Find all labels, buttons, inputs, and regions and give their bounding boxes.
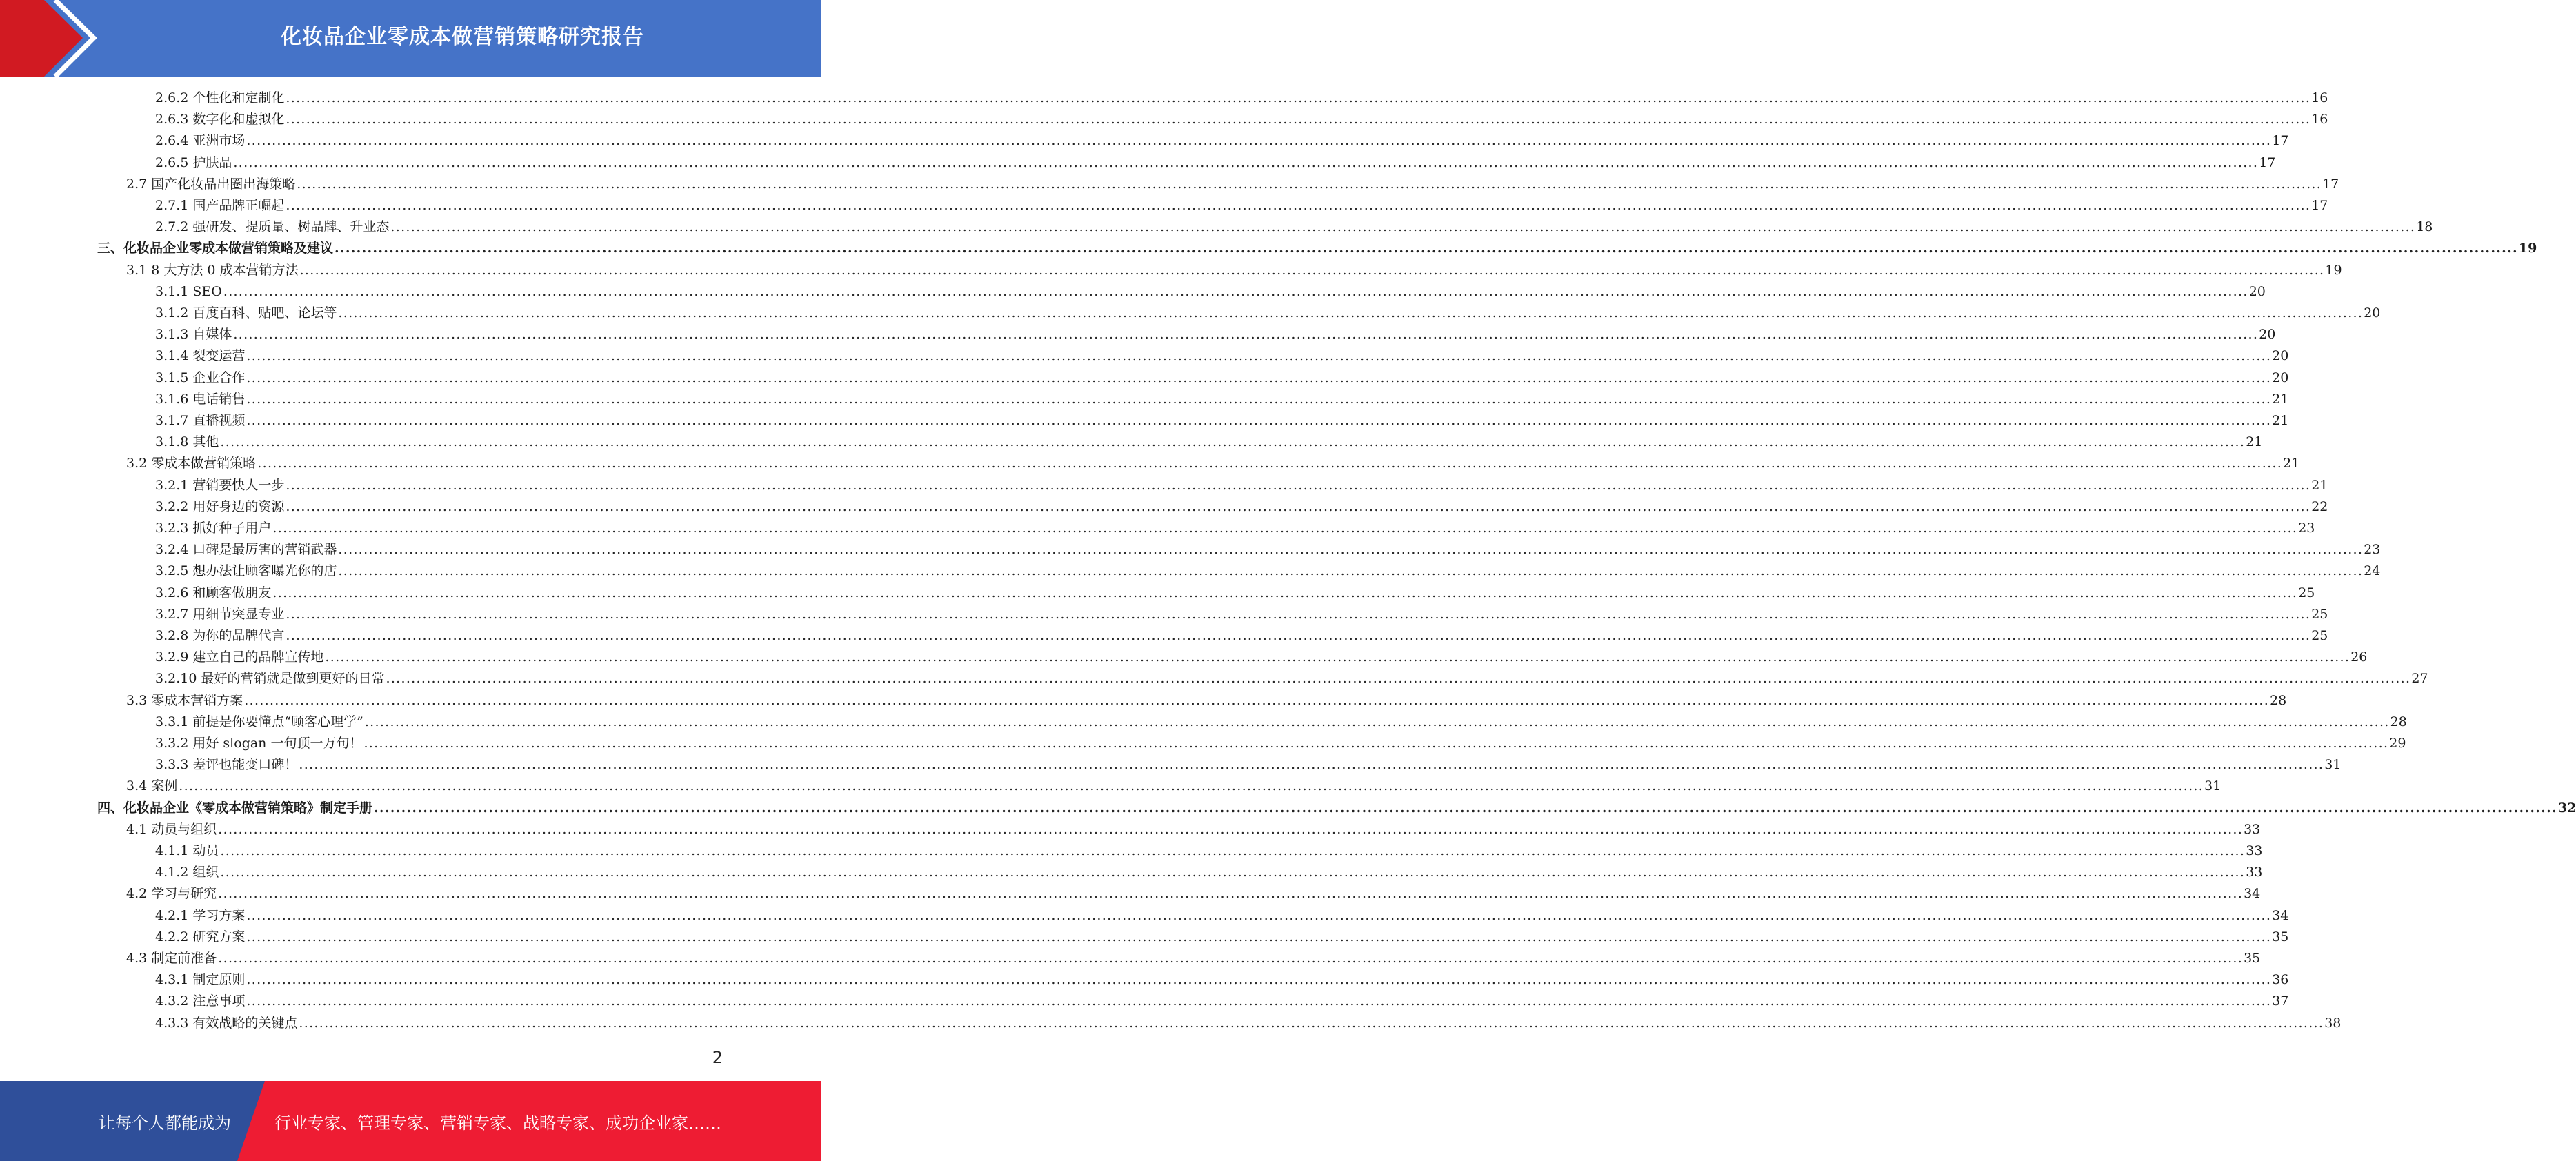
toc-entry[interactable]: [155, 518, 2315, 539]
toc-dot-leader: ................................................................................................................................................................................................................................................................................................................................................................................................................: [246, 348, 2272, 364]
toc-entry-title: 3.2 零成本做营销策略: [126, 456, 257, 472]
toc-dot-leader: ................................................................................................................................................................................................................................................................................................................................................................................................................: [220, 865, 2246, 880]
toc-dot-leader: ................................................................................................................................................................................................................................................................................................................................................................................................................: [179, 778, 2204, 794]
toc-entry-page: 18: [2416, 219, 2433, 235]
toc-dot-leader: ................................................................................................................................................................................................................................................................................................................................................................................................................: [257, 456, 2283, 472]
toc-entry-page: 22: [2311, 498, 2328, 514]
toc-entry-page: 26: [2350, 649, 2368, 665]
toc-entry-title: 3.3.1 前提是你要懂点“顾客心理学”: [155, 714, 363, 729]
toc-entry[interactable]: [155, 840, 2263, 862]
toc-entry-page: 21: [2272, 413, 2289, 428]
toc-entry[interactable]: [97, 238, 2537, 259]
toc-entry[interactable]: [155, 668, 2428, 689]
toc-entry[interactable]: [155, 647, 2368, 668]
toc-entry[interactable]: [155, 281, 2266, 303]
toc-entry-title: 3.2.1 营销要快人一步: [155, 477, 285, 493]
toc-dot-leader: ................................................................................................................................................................................................................................................................................................................................................................................................................: [218, 886, 2244, 902]
toc-entry-page: 17: [2311, 198, 2328, 213]
toc-entry[interactable]: [155, 561, 2381, 582]
toc-entry-page: 19: [2518, 241, 2537, 256]
toc-entry-title: 4.3.2 注意事项: [155, 993, 246, 1009]
toc-dot-leader: ................................................................................................................................................................................................................................................................................................................................................................................................................: [286, 606, 2311, 622]
toc-entry-page: 27: [2411, 671, 2428, 687]
toc-entry-title: 3.1.5 企业合作: [155, 370, 246, 385]
toc-entry[interactable]: [126, 453, 2300, 474]
toc-dot-leader: ................................................................................................................................................................................................................................................................................................................................................................................................................: [286, 477, 2311, 493]
toc-dot-leader: ................................................................................................................................................................................................................................................................................................................................................................................................................: [386, 671, 2411, 687]
toc-entry-title: 3.2.5 想办法让顾客曝光你的店: [155, 563, 337, 579]
toc-entry-title: 3.1.2 百度百科、贴吧、论坛等: [155, 305, 337, 321]
toc-dot-leader: ................................................................................................................................................................................................................................................................................................................................................................................................................: [246, 391, 2272, 407]
toc-entry[interactable]: [155, 109, 2328, 130]
toc-entry-title: 三、化妆品企业零成本做营销策略及建议: [97, 241, 334, 256]
toc-dot-leader: ................................................................................................................................................................................................................................................................................................................................................................................................................: [286, 112, 2311, 128]
toc-entry[interactable]: [155, 583, 2315, 604]
page-number: 2: [712, 1048, 723, 1067]
toc-entry-page: 24: [2364, 563, 2381, 579]
toc-entry[interactable]: [155, 604, 2328, 625]
toc-entry[interactable]: [155, 432, 2263, 453]
toc-entry-title: 2.7 国产化妆品出圈出海策略: [126, 176, 296, 192]
toc-entry-page: 20: [2259, 327, 2276, 343]
toc-entry[interactable]: [155, 130, 2289, 152]
toc-entry[interactable]: [155, 969, 2289, 991]
toc-entry-page: 25: [2311, 628, 2328, 643]
toc-dot-leader: ................................................................................................................................................................................................................................................................................................................................................................................................................: [286, 498, 2311, 514]
toc-dot-leader: ................................................................................................................................................................................................................................................................................................................................................................................................................: [218, 821, 2244, 837]
footer-slogan-right: 行业专家、管理专家、营销专家、战略专家、成功企业家……: [274, 1113, 721, 1133]
toc-entry[interactable]: [155, 367, 2289, 389]
toc-entry-page: 34: [2244, 886, 2261, 902]
toc-entry-page: 21: [2272, 391, 2289, 407]
toc-entry[interactable]: [155, 991, 2289, 1012]
toc-entry[interactable]: [155, 496, 2328, 518]
toc-dot-leader: ................................................................................................................................................................................................................................................................................................................................................................................................................: [272, 585, 2298, 600]
toc-entry-page: 34: [2272, 907, 2289, 923]
toc-dot-leader: ................................................................................................................................................................................................................................................................................................................................................................................................................: [246, 907, 2272, 923]
toc-entry[interactable]: [155, 539, 2381, 561]
toc-entry-title: 4.3 制定前准备: [126, 951, 217, 966]
toc-entry[interactable]: [155, 625, 2328, 647]
toc-dot-leader: ................................................................................................................................................................................................................................................................................................................................................................................................................: [246, 370, 2272, 385]
toc-entry[interactable]: [155, 475, 2328, 496]
toc-entry[interactable]: [155, 905, 2289, 927]
toc-entry-title: 2.7.2 强研发、提质量、树品牌、升业态: [155, 219, 390, 235]
toc-dot-leader: ................................................................................................................................................................................................................................................................................................................................................................................................................: [286, 90, 2311, 105]
page-footer: [0, 1081, 821, 1161]
toc-entry-title: 4.1 动员与组织: [126, 821, 217, 837]
toc-dot-leader: ................................................................................................................................................................................................................................................................................................................................................................................................................: [246, 929, 2272, 945]
page-header: [0, 0, 821, 77]
toc-dot-leader: ................................................................................................................................................................................................................................................................................................................................................................................................................: [325, 649, 2350, 665]
toc-entry-title: 3.2.8 为你的品牌代言: [155, 628, 285, 643]
toc-entry-page: 17: [2272, 133, 2289, 149]
toc-entry-title: 4.3.1 制定原则: [155, 972, 246, 988]
toc-entry-page: 25: [2311, 606, 2328, 622]
toc-entry-page: 20: [2272, 370, 2289, 385]
toc-entry[interactable]: [155, 733, 2406, 754]
toc-entry-title: 3.3.3 差评也能变口碑！: [155, 757, 298, 773]
toc-entry-page: 31: [2324, 757, 2342, 773]
toc-entry-page: 17: [2322, 176, 2339, 192]
toc-entry-title: 2.6.3 数字化和虚拟化: [155, 112, 285, 128]
toc-entry-page: 35: [2272, 929, 2289, 945]
toc-entry-page: 21: [2283, 456, 2300, 472]
toc-entry-title: 4.2.1 学习方案: [155, 907, 246, 923]
report-title: 化妆品企业零成本做营销策略研究报告: [281, 25, 644, 49]
toc-dot-leader: ................................................................................................................................................................................................................................................................................................................................................................................................................: [374, 800, 2557, 816]
toc-entry-page: 33: [2244, 821, 2261, 837]
toc-entry-title: 2.6.5 护肤品: [155, 154, 232, 170]
toc-entry-title: 3.1.3 自媒体: [155, 327, 232, 343]
toc-entry-page: 20: [2364, 305, 2381, 321]
toc-entry-title: 4.2 学习与研究: [126, 886, 217, 902]
toc-dot-leader: ................................................................................................................................................................................................................................................................................................................................................................................................................: [297, 176, 2322, 192]
toc-entry-page: 21: [2311, 477, 2328, 493]
toc-entry-page: 33: [2246, 843, 2263, 858]
toc-dot-leader: ................................................................................................................................................................................................................................................................................................................................................................................................................: [338, 305, 2364, 321]
toc-entry[interactable]: [155, 410, 2289, 432]
toc-entry-page: 19: [2325, 262, 2342, 278]
toc-entry-page: 20: [2248, 283, 2266, 299]
toc-entry-title: 3.2.7 用细节突显专业: [155, 606, 285, 622]
toc-entry-page: 35: [2244, 951, 2261, 966]
toc-entry[interactable]: [155, 88, 2328, 109]
toc-dot-leader: ................................................................................................................................................................................................................................................................................................................................................................................................................: [246, 972, 2272, 988]
toc-entry-title: 3.2.4 口碑是最厉害的营销武器: [155, 542, 337, 558]
toc-entry-page: 25: [2298, 585, 2315, 600]
toc-dot-leader: ................................................................................................................................................................................................................................................................................................................................................................................................................: [246, 413, 2272, 428]
toc-entry-title: 3.2.6 和顾客做朋友: [155, 585, 272, 600]
toc-entry[interactable]: [126, 819, 2261, 840]
toc-entry-page: 16: [2311, 112, 2328, 128]
toc-entry-title: 3.1.7 直播视频: [155, 413, 246, 428]
toc-dot-leader: ................................................................................................................................................................................................................................................................................................................................................................................................................: [338, 542, 2364, 558]
toc-entry[interactable]: [126, 948, 2261, 969]
toc-entry[interactable]: [126, 883, 2261, 905]
toc-entry[interactable]: [155, 303, 2381, 324]
toc-entry[interactable]: [155, 862, 2263, 883]
toc-entry-page: 23: [2298, 521, 2315, 536]
toc-entry-page: 23: [2364, 542, 2381, 558]
toc-entry[interactable]: [155, 216, 2433, 238]
toc-dot-leader: ................................................................................................................................................................................................................................................................................................................................................................................................................: [363, 736, 2389, 751]
toc-entry-title: 3.2.3 抓好种子用户: [155, 521, 272, 536]
toc-entry[interactable]: [155, 711, 2407, 733]
toc-entry-page: 21: [2246, 434, 2263, 450]
toc-dot-leader: ................................................................................................................................................................................................................................................................................................................................................................................................................: [233, 154, 2259, 170]
toc-dot-leader: ................................................................................................................................................................................................................................................................................................................................................................................................................: [299, 262, 2325, 278]
toc-entry-title: 3.1.8 其他: [155, 434, 219, 450]
toc-entry-title: 3.1.6 电话销售: [155, 391, 246, 407]
toc-dot-leader: ................................................................................................................................................................................................................................................................................................................................................................................................................: [220, 843, 2246, 858]
header-red-chevron: [0, 0, 97, 77]
toc-entry[interactable]: [155, 754, 2342, 776]
toc-dot-leader: ................................................................................................................................................................................................................................................................................................................................................................................................................: [233, 327, 2259, 343]
toc-entry-page: 33: [2246, 865, 2263, 880]
toc-dot-leader: ................................................................................................................................................................................................................................................................................................................................................................................................................: [335, 241, 2518, 256]
toc-entry-page: 37: [2272, 993, 2289, 1009]
toc-entry-page: 17: [2259, 154, 2276, 170]
toc-entry[interactable]: [126, 690, 2287, 711]
toc-entry-page: 31: [2204, 778, 2221, 794]
toc-entry-page: 20: [2272, 348, 2289, 364]
toc-entry[interactable]: [126, 174, 2339, 195]
toc-dot-leader: ................................................................................................................................................................................................................................................................................................................................................................................................................: [246, 993, 2272, 1009]
toc-entry-page: 16: [2311, 90, 2328, 105]
toc-entry[interactable]: [126, 776, 2221, 797]
toc-entry[interactable]: [155, 927, 2289, 948]
toc-entry[interactable]: [155, 152, 2276, 174]
toc-entry-title: 四、化妆品企业《零成本做营销策略》制定手册: [97, 800, 373, 816]
toc-entry[interactable]: [155, 195, 2328, 216]
footer-slogan-left: 让每个人都能成为: [99, 1113, 231, 1133]
toc-dot-leader: ................................................................................................................................................................................................................................................................................................................................................................................................................: [286, 628, 2311, 643]
toc-entry[interactable]: [155, 345, 2289, 367]
toc-dot-leader: ................................................................................................................................................................................................................................................................................................................................................................................................................: [364, 714, 2390, 729]
toc-dot-leader: ................................................................................................................................................................................................................................................................................................................................................................................................................: [272, 521, 2298, 536]
toc-dot-leader: ................................................................................................................................................................................................................................................................................................................................................................................................................: [299, 757, 2324, 773]
toc-entry-title: 4.3.3 有效战略的关键点: [155, 1015, 298, 1031]
toc-entry-page: 29: [2389, 736, 2406, 751]
toc-dot-leader: ................................................................................................................................................................................................................................................................................................................................................................................................................: [218, 951, 2244, 966]
toc-dot-leader: ................................................................................................................................................................................................................................................................................................................................................................................................................: [244, 692, 2270, 708]
toc-dot-leader: ................................................................................................................................................................................................................................................................................................................................................................................................................: [246, 133, 2272, 149]
toc-entry-title: 3.3 零成本营销方案: [126, 692, 243, 708]
toc-dot-leader: ................................................................................................................................................................................................................................................................................................................................................................................................................: [299, 1015, 2324, 1031]
toc-entry-title: 3.3.2 用好 slogan 一句顶一万句！: [155, 736, 363, 751]
toc-dot-leader: ................................................................................................................................................................................................................................................................................................................................................................................................................: [223, 283, 2248, 299]
toc-entry-title: 3.2.10 最好的营销就是做到更好的日常: [155, 671, 385, 687]
toc-entry-title: 3.1.4 裂变运营: [155, 348, 246, 364]
toc-entry-title: 3.1.1 SEO: [155, 283, 222, 299]
toc-entry-page: 32: [2557, 800, 2576, 816]
toc-entry[interactable]: [155, 1013, 2342, 1034]
toc-entry[interactable]: [155, 389, 2289, 410]
toc-entry-title: 4.1.2 组织: [155, 865, 219, 880]
toc-entry-page: 38: [2324, 1015, 2342, 1031]
toc-dot-leader: ................................................................................................................................................................................................................................................................................................................................................................................................................: [338, 563, 2364, 579]
toc-dot-leader: ................................................................................................................................................................................................................................................................................................................................................................................................................: [286, 198, 2311, 213]
toc-entry[interactable]: [97, 798, 2576, 819]
toc-entry[interactable]: [126, 260, 2342, 281]
toc-entry-title: 3.1 8 大方法 0 成本营销方法: [126, 262, 299, 278]
toc-entry-title: 3.2.9 建立自己的品牌宣传地: [155, 649, 324, 665]
toc-entry-title: 2.6.2 个性化和定制化: [155, 90, 285, 105]
toc-entry-title: 3.4 案例: [126, 778, 178, 794]
toc-entry[interactable]: [155, 324, 2276, 345]
toc-entry-page: 36: [2272, 972, 2289, 988]
toc-dot-leader: ................................................................................................................................................................................................................................................................................................................................................................................................................: [390, 219, 2416, 235]
toc-entry-title: 2.6.4 亚洲市场: [155, 133, 246, 149]
toc-entry-page: 28: [2270, 692, 2287, 708]
toc-entry-page: 28: [2390, 714, 2407, 729]
toc-entry-title: 3.2.2 用好身边的资源: [155, 498, 285, 514]
toc-entry-title: 4.2.2 研究方案: [155, 929, 246, 945]
toc-dot-leader: ................................................................................................................................................................................................................................................................................................................................................................................................................: [220, 434, 2246, 450]
toc-entry-title: 2.7.1 国产品牌正崛起: [155, 198, 285, 213]
toc-entry-title: 4.1.1 动员: [155, 843, 219, 858]
